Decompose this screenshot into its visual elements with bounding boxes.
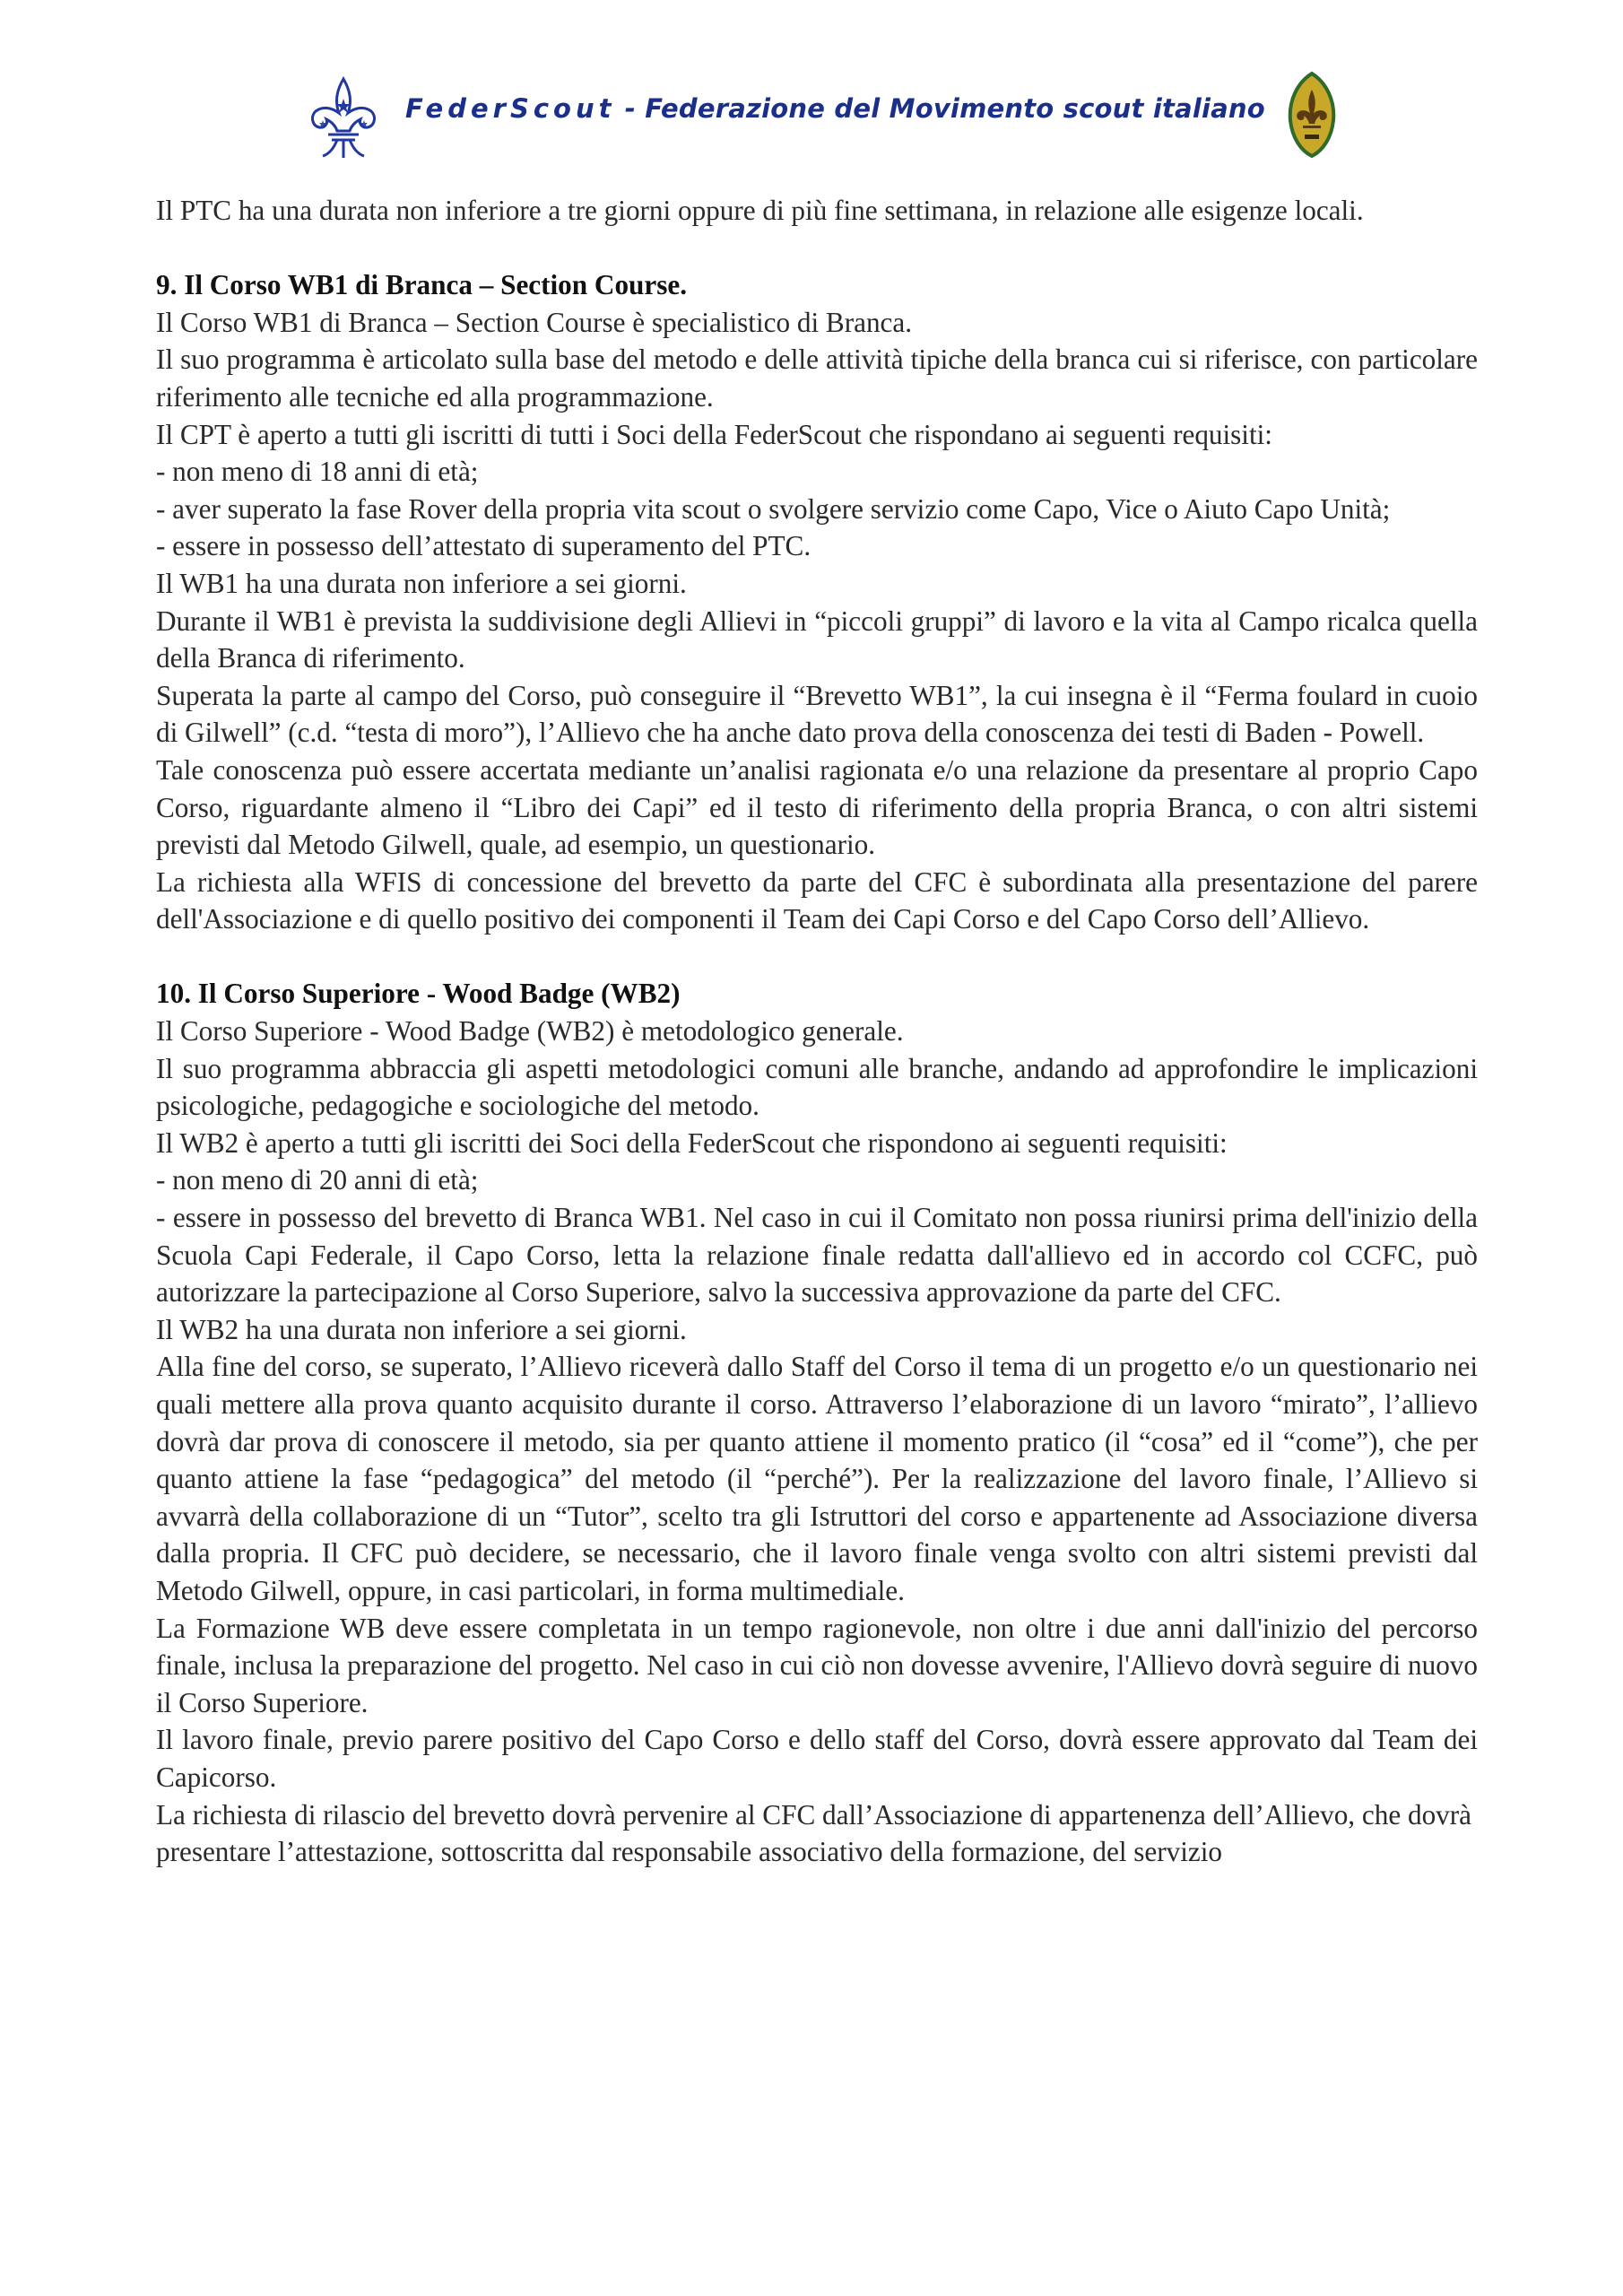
- section-10-paragraph: Il WB2 è aperto a tutti gli iscritti dei Soci della FederScout che rispondono ai seguenti requisiti:: [156, 1126, 1228, 1159]
- section-9-list-item: - non meno di 18 anni di età;: [156, 456, 479, 488]
- section-10-paragraph: Il Corso Superiore - Wood Badge (WB2) è metodologico generale.: [156, 1015, 904, 1048]
- page-header: [305, 54, 1327, 179]
- section-10-paragraph: La richiesta di rilascio del brevetto dovrà pervenire al CFC dall’Associazione di appartenenza dell’Allievo, che dovrà presentare l’attestazione, sottoscritta dal responsabile associativo della formazione, del servizio: [156, 1798, 1471, 1868]
- document-body: [156, 192, 1478, 1871]
- section-9-paragraph: Il Corso WB1 di Branca – Section Course è specialistico di Branca.: [156, 306, 913, 338]
- section-9-paragraph: La richiesta alla WFIS di concessione del brevetto da parte del CFC è subordinata alla presentazione del parere dell'Associazione e di quello positivo dei componenti il Team dei Capi Corso e del Capo Corso dell’Allievo.: [156, 865, 1478, 935]
- section-10-paragraph: Il suo programma abbraccia gli aspetti metodologici comuni alle branche, andando ad approfondire le implicazioni psicologiche, pedagogiche e sociologiche del metodo.: [156, 1052, 1478, 1122]
- section-9-paragraph: Durante il WB1 è prevista la suddivisione degli Allievi in “piccoli gruppi” di lavoro e la vita al Campo ricalca quella della Branca di riferimento.: [156, 604, 1478, 674]
- section-10-list-item: - non meno di 20 anni di età;: [156, 1164, 479, 1196]
- section-9-paragraph: Superata la parte al campo del Corso, può conseguire il “Brevetto WB1”, la cui insegna è il “Ferma foulard in cuoio di Gilwell” (c.d. “testa di moro”), l’Allievo che ha anche dato prova della conoscenza dei testi di Baden - Powell.: [156, 679, 1478, 749]
- fleur-de-lis-star-logo: [305, 72, 382, 161]
- section-10-paragraph: La Formazione WB deve essere completata in un tempo ragionevole, non oltre i due anni dall'inizio del percorso finale, inclusa la preparazione del progetto. Nel caso in cui ciò non dovesse avvenire, l'Allievo dovrà seguire di nuovo il Corso Superiore.: [156, 1612, 1478, 1718]
- section-9-list-item: - essere in possesso dell’attestato di superamento del PTC.: [156, 530, 812, 562]
- section-9-paragraph: Il CPT è aperto a tutti gli iscritti di tutti i Soci della FederScout che rispondano ai seguenti requisiti:: [156, 418, 1272, 450]
- section-9-heading: 9. Il Corso WB1 di Branca – Section Course.: [156, 269, 687, 301]
- section-9-list-item: - aver superato la fase Rover della propria vita scout o svolgere servizio come Capo, Vice o Aiuto Capo Unità;: [156, 492, 1391, 525]
- header-title: FederScout - Federazione del Movimento scout italiano: [405, 93, 1265, 124]
- section-10-paragraph: Alla fine del corso, se superato, l’Allievo riceverà dallo Staff del Corso il tema di un progetto e/o un questionario nei quali mettere alla prova quanto acquisito durante il corso. Attraverso l’elaborazione di un lavoro “mirato”, l’allievo dovrà dar prova di conoscere il metodo, sia per quanto attiene il momento pratico (il “cosa” ed il “come”), che per quanto attiene la fase “pedagogica” del metodo (il “perché”). Per la realizzazione del lavoro finale, l’Allievo si avvarrà della collaborazione di un “Tutor”, scelto tra gli Istruttori del corso e appartenente ad Associazione diversa dalla propria. Il CFC può decidere, se necessario, che il lavoro finale venga svolto con altri sistemi previsti dal Metodo Gilwell, oppure, in casi particolari, in forma multimediale.: [156, 1351, 1478, 1606]
- section-10-paragraph: Il lavoro finale, previo parere positivo del Capo Corso e dello staff del Corso, dovrà essere approvato dal Team dei Capicorso.: [156, 1724, 1478, 1793]
- spacer: [156, 230, 1478, 267]
- section-9-paragraph: Il suo programma è articolato sulla base del metodo e delle attività tipiche della branca cui si riferisce, con particolare riferimento alle tecniche ed alla programmazione.: [156, 344, 1478, 413]
- section-9-paragraph: Tale conoscenza può essere accertata mediante un’analisi ragionata e/o una relazione da presentare al proprio Capo Corso, riguardante almeno il “Libro dei Capi” ed il testo di riferimento della propria Branca, o con altri sistemi previsti dal Metodo Gilwell, quale, ad esempio, un questionario.: [156, 753, 1478, 861]
- fleur-de-lis-shield-logo: [1287, 70, 1337, 160]
- intro-paragraph: Il PTC ha una durata non inferiore a tre giorni oppure di più fine settimana, in relazione alle esigenze locali.: [156, 195, 1364, 226]
- section-10-paragraph: Il WB2 ha una durata non inferiore a sei giorni.: [156, 1313, 687, 1345]
- spacer: [156, 938, 1478, 976]
- section-10-heading: 10. Il Corso Superiore - Wood Badge (WB2): [156, 978, 681, 1010]
- section-10-list-item: - essere in possesso del brevetto di Branca WB1. Nel caso in cui il Comitato non possa riunirsi prima dell'inizio della Scuola Capi Federale, il Capo Corso, letta la relazione finale redatta dall'allievo ed in accordo col CCFC, può autorizzare la partecipazione al Corso Superiore, salvo la successiva approvazione da parte del CFC.: [156, 1202, 1478, 1309]
- section-9-paragraph: Il WB1 ha una durata non inferiore a sei giorni.: [156, 567, 687, 599]
